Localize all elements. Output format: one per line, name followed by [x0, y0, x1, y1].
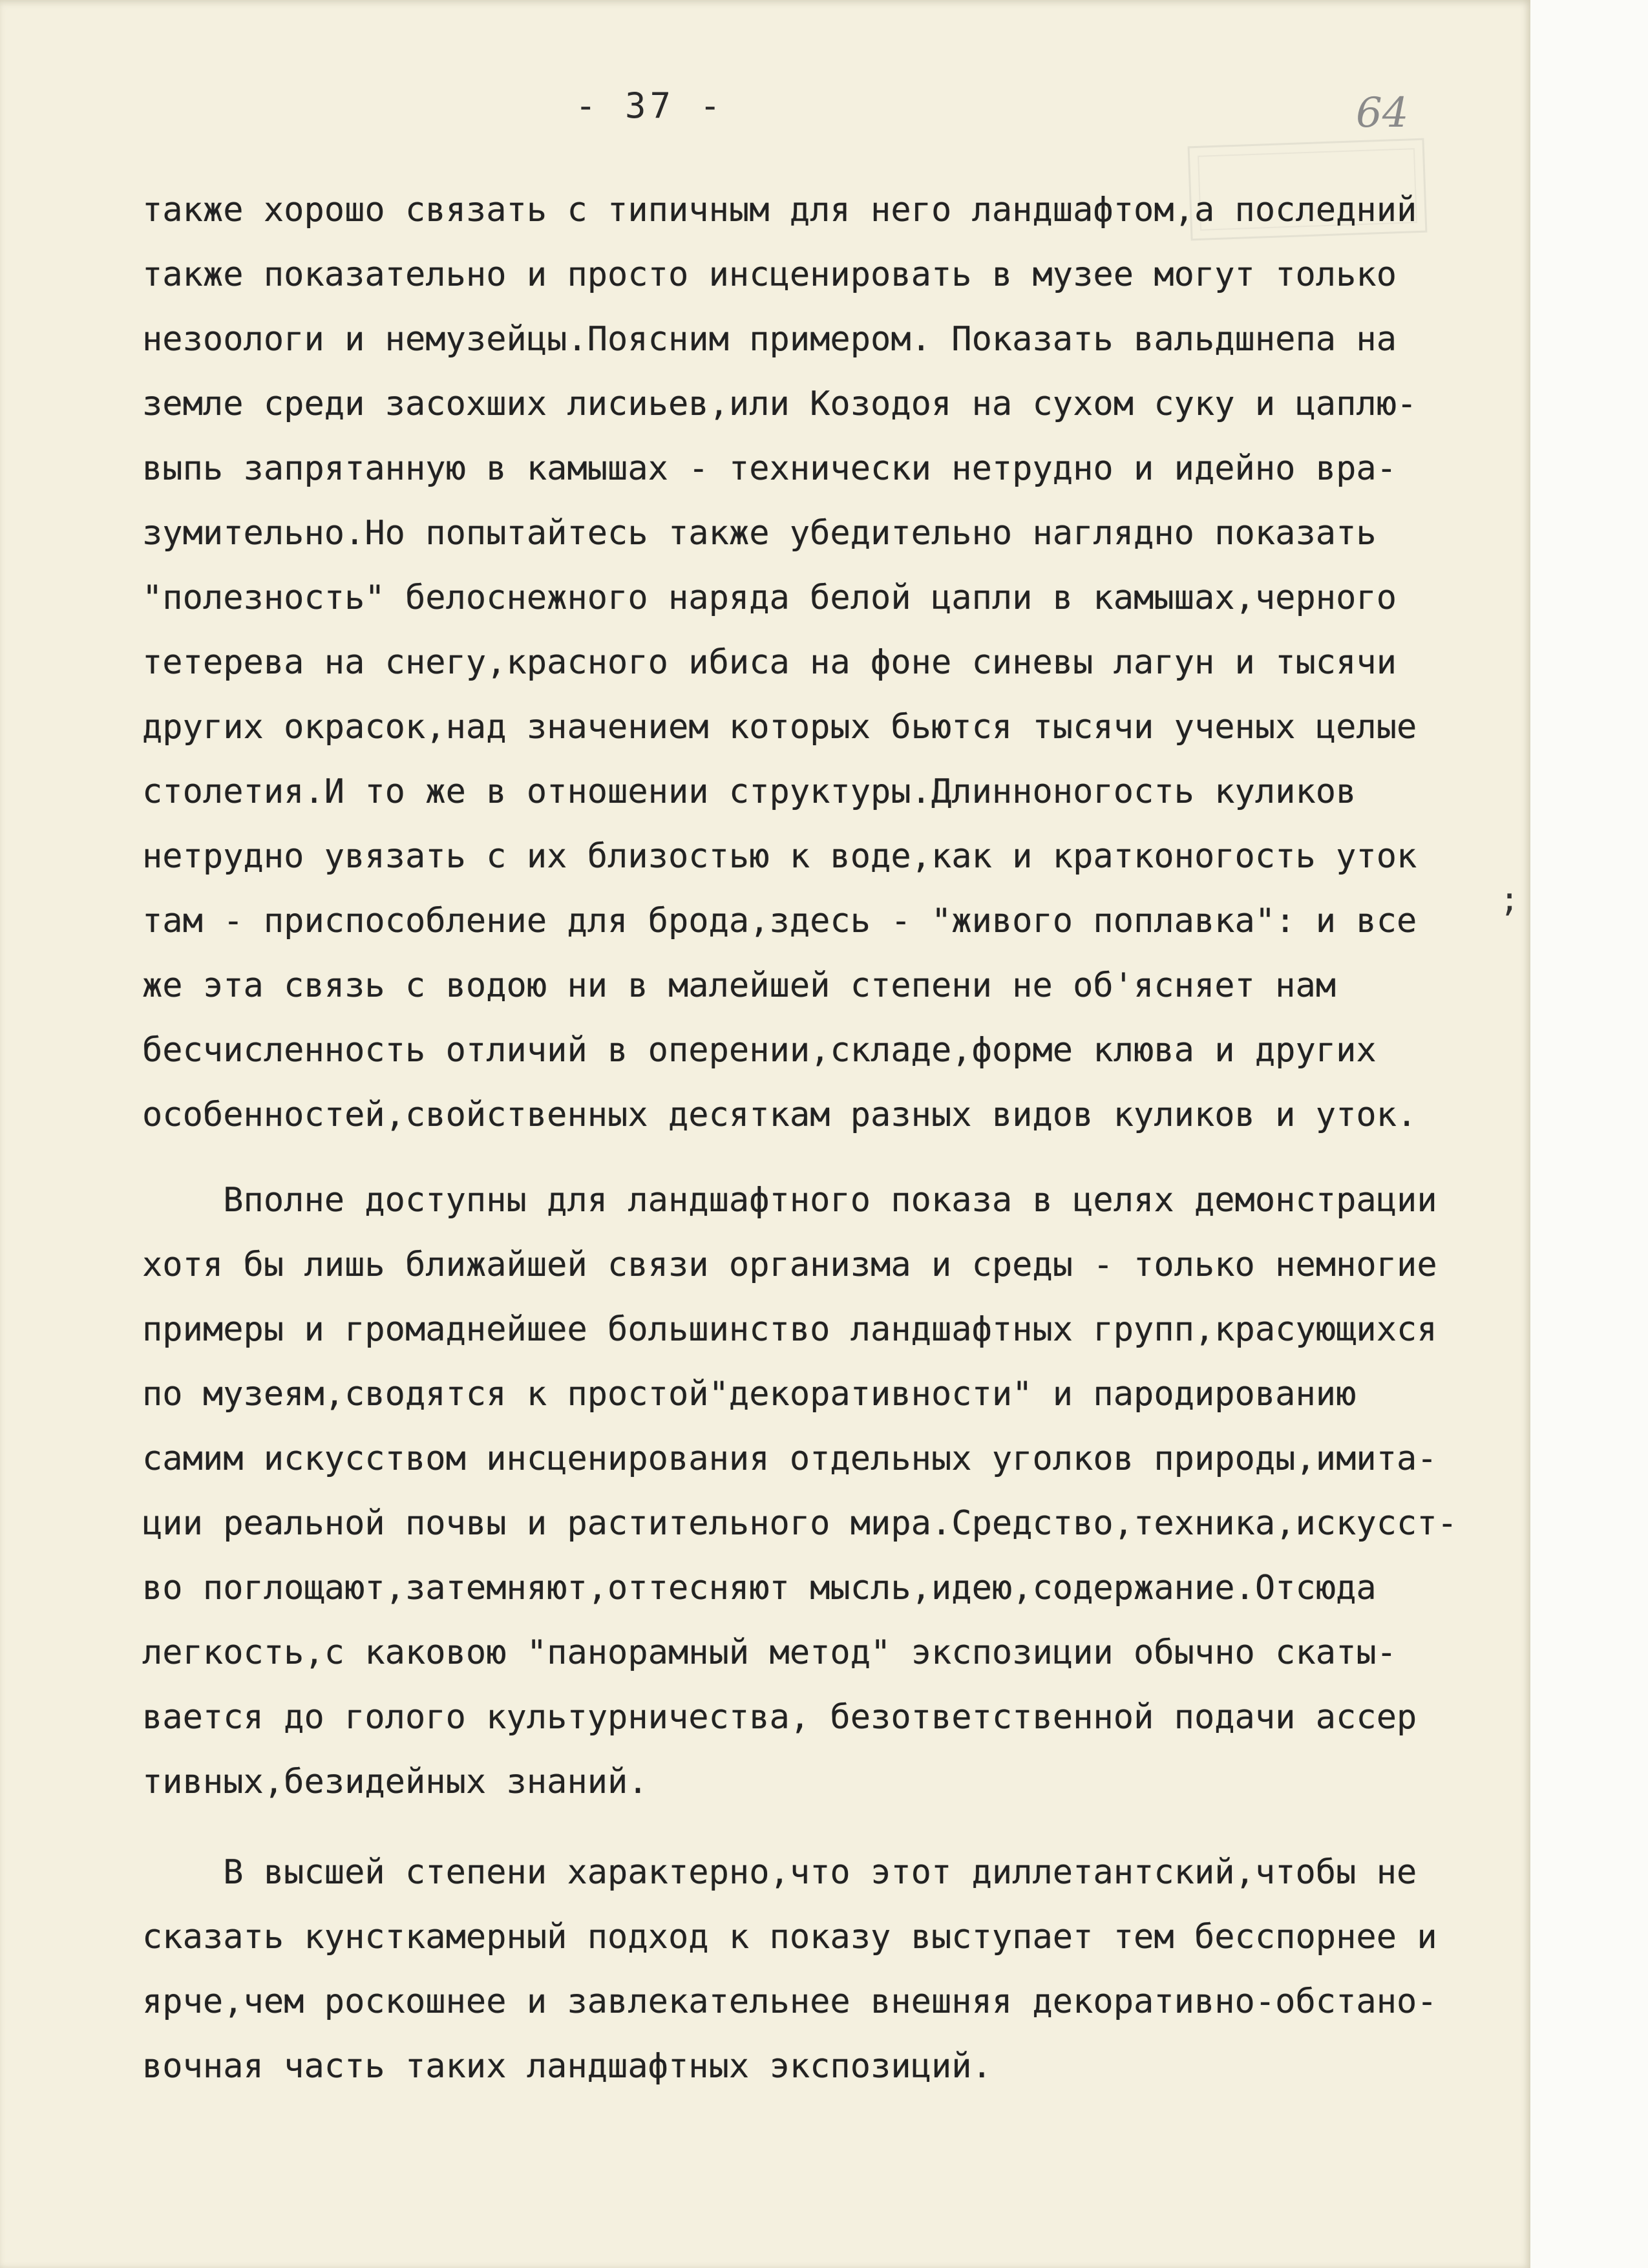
scan-background — [1530, 0, 1648, 2268]
archive-folio-number: 64 — [1356, 89, 1409, 137]
text-line: легкость,с каковою "панорамный метод" экспозиции обычно скаты- — [142, 1633, 1397, 1672]
text-line: тивных,безидейных знаний. — [142, 1763, 648, 1801]
text-line: столетия.И то же в отношении структуры.Длинноногость куликов — [142, 772, 1357, 811]
text-line: сказать кунсткамерный подход к показу выступает тем бесспорнее и — [142, 1918, 1437, 1956]
text-line: других окрасок,над значением которых бьются тысячи ученых целые — [142, 708, 1417, 747]
text-line: Вполне доступны для ландшафтного показа в целях демонстрации — [142, 1181, 1437, 1220]
text-line: особенностей,свойственных десяткам разных видов куликов и уток. — [142, 1096, 1417, 1134]
text-line: ции реальной почвы и растительного мира.Средство,техника,искусст- — [142, 1504, 1457, 1543]
text-line: вочная часть таких ландшафтных экспозиций. — [142, 2047, 992, 2086]
text-line: же эта связь с водою ни в малейшей степени не об'ясняет нам — [142, 966, 1336, 1005]
text-line: во поглощают,затемняют,оттесняют мысль,идею,содержание.Отсюда — [142, 1569, 1377, 1607]
text-line: ярче,чем роскошнее и завлекательнее внешняя декоративно-обстано- — [142, 1982, 1437, 2021]
margin-punctuation-mark: ; — [1499, 880, 1520, 919]
text-line: незоологи и немузейцы.Поясним примером. Показать вальдшнепа на — [142, 320, 1397, 359]
text-line: примеры и громаднейшее большинство ландшафтных групп,красующихся — [142, 1310, 1437, 1349]
text-line: вается до голого культурничества, безответственной подачи ассер — [142, 1698, 1417, 1737]
text-line: тетерева на снегу,красного ибиса на фоне синевы лагун и тысячи — [142, 643, 1397, 682]
text-line: там - приспособление для брода,здесь - "живого поплавка": и все — [142, 902, 1417, 940]
text-line: бесчисленность отличий в оперении,складе,форме клюва и других — [142, 1031, 1377, 1070]
text-line: В высшей степени характерно,что этот диллетантский,чтобы не — [142, 1853, 1417, 1892]
text-line: также показательно и просто инсценировать в музее могут только — [142, 255, 1397, 294]
text-line: зумительно.Но попытайтесь также убедительно наглядно показать — [142, 514, 1377, 553]
text-line: самим искусством инсценирования отдельных уголков природы,имита- — [142, 1439, 1437, 1478]
text-line: выпь запрятанную в камышах - технически нетрудно и идейно вра- — [142, 449, 1397, 488]
text-line: нетрудно увязать с их близостью к воде,как и кратконогость уток — [142, 837, 1417, 876]
text-line: также хорошо связать с типичным для него ландшафтом,а последний — [142, 191, 1417, 229]
text-line: хотя бы лишь ближайшей связи организма и среды - только немногие — [142, 1245, 1437, 1284]
page-number: - 37 - — [575, 85, 725, 126]
text-line: "полезность" белоснежного наряда белой цапли в камышах,черного — [142, 578, 1397, 617]
text-line: земле среди засохших лисиьев,или Козодоя на сухом суку и цаплю- — [142, 385, 1417, 423]
text-line: по музеям,сводятся к простой"декоративности" и пародированию — [142, 1375, 1357, 1414]
